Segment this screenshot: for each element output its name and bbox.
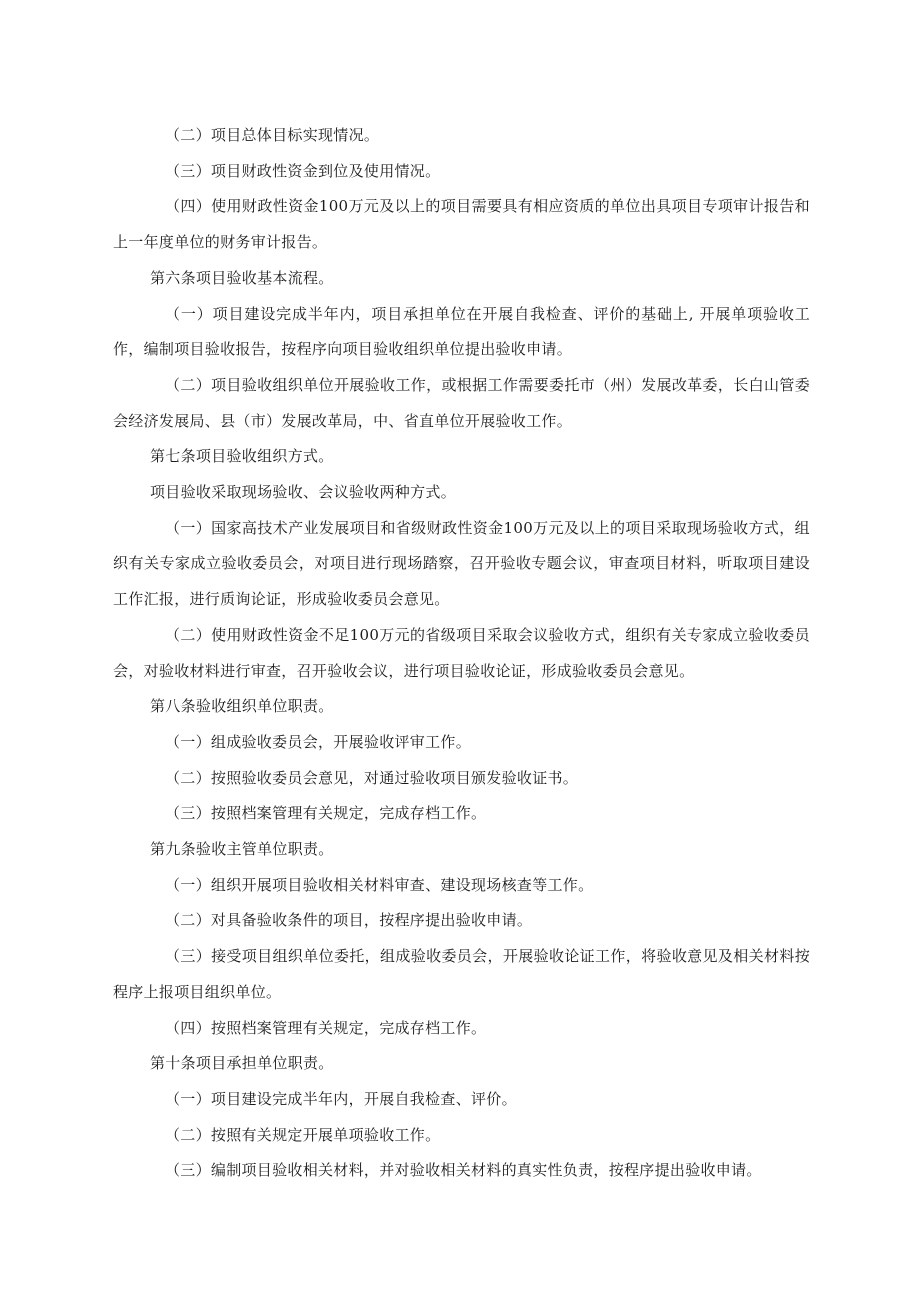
article-10-item-1: （一）项目建设完成半年内，开展自我检查、评价。 [165, 1089, 517, 1108]
paragraph-item-2: （二）项目总体目标实现情况。 [165, 126, 380, 144]
article-7-heading: 第七条项目验收组织方式。 [150, 447, 334, 466]
article-9-item-2: （二）对具备验收条件的项目，按程序提出验收申请。 [165, 911, 533, 930]
article-7-intro: 项目验收采取现场验收、会议验收两种方式。 [150, 483, 457, 502]
article-9-item-3: （三）接受项目组织单位委托，组成验收委员会，开展验收论证工作，将验收意见及相关材料按程序上报项目组织单位。 [113, 947, 810, 1001]
article-9-item-4: （四）按照档案管理有关规定，完成存档工作。 [165, 1018, 487, 1037]
article-6-heading: 第六条项目验收基本流程。 [150, 268, 334, 287]
article-8-heading: 第八条验收组织单位职责。 [150, 697, 334, 716]
article-10-item-3: （三）编制项目验收相关材料，并对验收相关材料的真实性负责，按程序提出验收申请。 [165, 1161, 762, 1180]
article-8-item-1: （一）组成验收委员会，开展验收评审工作。 [165, 732, 472, 751]
article-8-item-2: （二）按照验收委员会意见，对通过验收项目颁发验收证书。 [165, 768, 579, 787]
article-6-item-2: （二）项目验收组织单位开展验收工作，或根据工作需要委托市（州）发展改革委，长白山管委会经济发展局、县（市）发展改革局，中、省直单位开展验收工作。 [113, 375, 810, 430]
article-8-item-3: （三）按照档案管理有关规定，完成存档工作。 [165, 804, 487, 823]
article-9-heading: 第九条验收主管单位职责。 [150, 840, 334, 859]
article-10-heading: 第十条项目承担单位职责。 [150, 1054, 334, 1073]
article-6-item-1: （一）项目建设完成半年内，项目承担单位在开展自我检查、评价的基础上, 开展单项验收工作，编制项目验收报告，按程序向项目验收组织单位提出验收申请。 [113, 304, 810, 359]
paragraph-item-4: （四）使用财政性资金100万元及以上的项目需要具有相应资质的单位出具项目专项审计报告和上一年度单位的财务审计报告。 [113, 197, 810, 252]
article-9-item-1: （一）组织开展项目验收相关材料审查、建设现场核查等工作。 [165, 875, 594, 894]
article-7-item-1: （一）国家高技术产业发展项目和省级财政性资金100万元及以上的项目采取现场验收方式，组织有关专家成立验收委员会，对项目进行现场踏察，召开验收专题会议，审查项目材料，听取项目建设工作汇报，进行质询论证，形成验收委员会意见。 [113, 518, 810, 609]
paragraph-item-3: （三）项目财政性资金到位及使用情况。 [165, 161, 441, 180]
article-10-item-2: （二）按照有关规定开展单项验收工作。 [165, 1125, 441, 1144]
article-7-item-2: （二）使用财政性资金不足100万元的省级项目采取会议验收方式，组织有关专家成立验收委员会，对验收材料进行审查，召开验收会议，进行项目验收论证，形成验收委员会意见。 [113, 625, 810, 680]
document-body [113, 118, 810, 1189]
